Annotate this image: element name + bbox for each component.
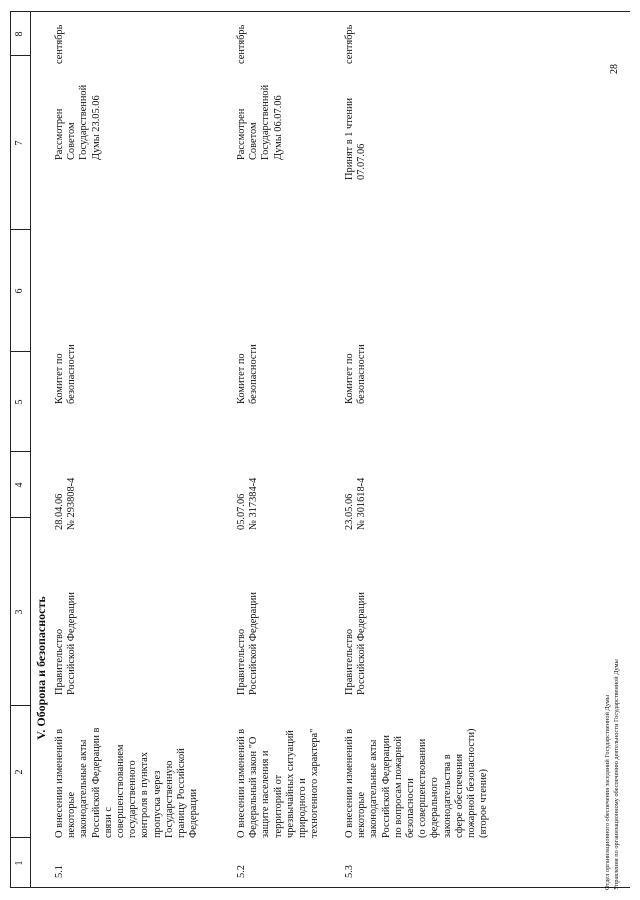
header-bottom-rule xyxy=(30,12,31,888)
header-col-2: 2 xyxy=(14,769,25,775)
table-right-border xyxy=(10,11,630,12)
row-5-1-status: Рассмотрен Советом Государственной Думы 23.05.06 xyxy=(54,84,102,160)
header-col-4: 4 xyxy=(14,482,25,488)
row-5-3-bill-name: О внесении изменений в некоторые законодательные акты Российской Федерации по вопросам пожарной безопасности (о совершенствовании федерального законодательства в сфере обеспечения пожарной безопасности) (второе чтение) xyxy=(344,728,490,838)
header-col-6: 6 xyxy=(14,288,25,294)
header-col-5: 5 xyxy=(14,399,25,405)
footer-line-1: Отдел организационного обеспечения заседаний Государственной Думы xyxy=(604,695,611,890)
row-5-1-registration: 28.04.06 № 293808-4 xyxy=(54,477,78,530)
table-left-border xyxy=(10,887,630,888)
row-5-3-committee: Комитет по безопасности xyxy=(344,344,368,404)
header-col-8: 8 xyxy=(14,31,25,37)
header-top-rule xyxy=(10,12,11,888)
row-5-1-number: 5.1 xyxy=(54,865,65,878)
row-5-1-bill-name: О внесении изменений в некоторые законодательные акты Российской Федерации в связи с совершенствованием государственного контроля в пунктах пропуска через Государственную границу Российской Федерации xyxy=(54,727,200,838)
row-5-1-month: сентябрь xyxy=(54,24,65,64)
page-number: 28 xyxy=(609,64,620,74)
column-divider xyxy=(10,451,30,452)
row-5-2-number: 5.2 xyxy=(236,865,247,878)
row-5-3-subject: Правительство Российской Федерации xyxy=(344,592,368,695)
row-5-2-bill-name: О внесении изменений в Федеральный закон "О защите населения и территорий от чрезвычайных ситуаций природного и техногенного характера" xyxy=(236,728,321,838)
row-5-2-subject: Правительство Российской Федерации xyxy=(236,592,260,695)
row-5-2-month: сентябрь xyxy=(236,24,247,64)
row-5-1-subject: Правительство Российской Федерации xyxy=(54,592,78,695)
row-5-3-status: Принят в 1 чтении 07.07.06 xyxy=(344,97,368,180)
row-5-3-registration: 23.05.06 № 301618-4 xyxy=(344,477,368,530)
column-divider xyxy=(10,229,30,230)
section-title: V. Оборона и безопасность xyxy=(34,596,48,740)
header-col-1: 1 xyxy=(14,860,25,866)
column-divider xyxy=(10,351,30,352)
row-5-2-registration: 05.07.06 № 317384-4 xyxy=(236,477,260,530)
row-5-2-committee: Комитет по безопасности xyxy=(236,344,260,404)
row-5-1-committee: Комитет по безопасности xyxy=(54,344,78,404)
footer-line-2: Управления по организационному обеспечению деятельности Государственной Думы xyxy=(613,659,620,890)
row-5-2-status: Рассмотрен Советом Государственной Думы 06.07.06 xyxy=(236,84,284,160)
row-5-3-month: сентябрь xyxy=(344,24,355,64)
row-5-3-number: 5.3 xyxy=(344,865,355,878)
column-divider xyxy=(10,705,30,706)
header-col-3: 3 xyxy=(14,609,25,615)
column-divider xyxy=(10,55,30,56)
header-col-7: 7 xyxy=(14,140,25,146)
column-divider xyxy=(10,837,30,838)
column-divider xyxy=(10,517,30,518)
